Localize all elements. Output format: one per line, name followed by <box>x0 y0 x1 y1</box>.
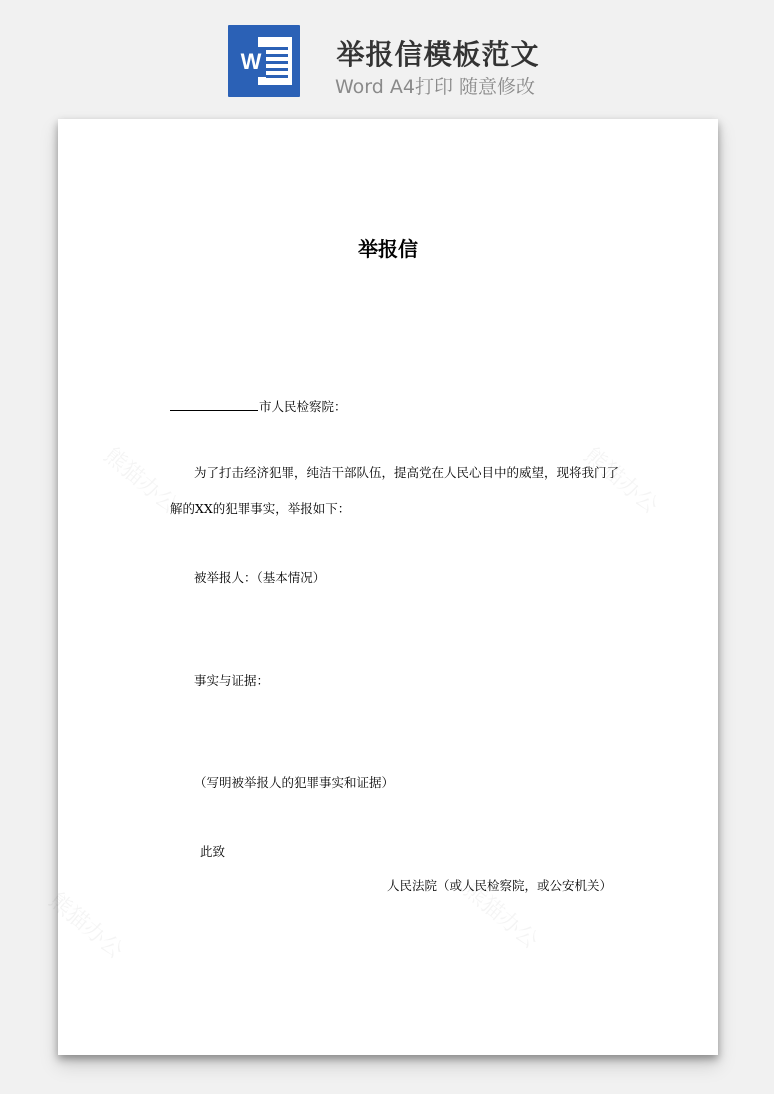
watermark <box>43 884 130 964</box>
reported-person-label: 被举报人：（基本情况） <box>194 570 326 585</box>
word-letter: W <box>236 47 266 77</box>
closing-text: 此致 <box>200 844 226 859</box>
document-page <box>58 119 718 1055</box>
facts-note: （写明被举报人的犯罪事实和证据） <box>194 775 395 790</box>
paragraph-line: 为了打击经济犯罪，纯洁干部队伍，提高党在人民心目中的威望，现将我门了 <box>194 465 620 480</box>
addressee-blank[interactable] <box>170 399 258 411</box>
header-title: 举报信模板范文 <box>336 38 540 71</box>
addressee-suffix: 市人民检察院： <box>259 399 347 414</box>
recipient-text: 人民法院（或人民检察院，或公安机关） <box>387 878 613 893</box>
word-doc-icon <box>228 25 300 97</box>
addressee-line <box>170 397 347 415</box>
paragraph-line: 解的XX的犯罪事实，举报如下： <box>170 501 351 516</box>
facts-evidence-label: 事实与证据： <box>194 673 270 688</box>
document-title: 举报信 <box>358 237 418 261</box>
header-subtitle: Word A4打印 随意修改 <box>334 76 535 98</box>
